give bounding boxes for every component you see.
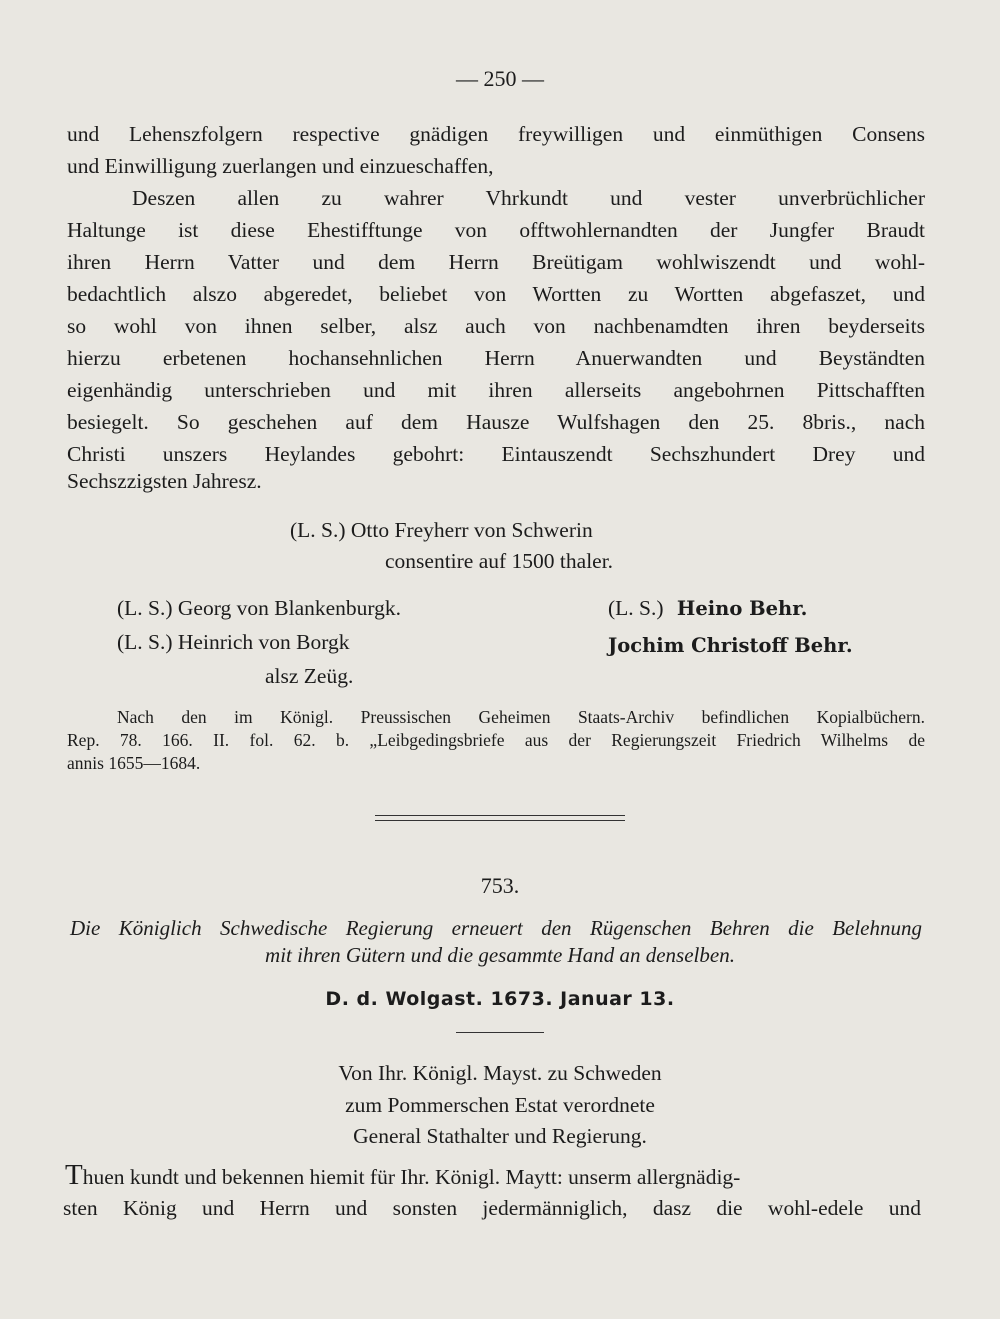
signature-heino bbox=[608, 596, 807, 621]
text-line: huen kundt und bekennen hiemit für Ihr. Königl. Maytt: unserm allergnädig- bbox=[82, 1165, 741, 1189]
text-line: Sechszzigsten Jahresz. bbox=[67, 469, 262, 493]
seal-mark: (L. S.) bbox=[608, 596, 664, 620]
signature-heinrich-note: alsz Zeüg. bbox=[265, 664, 354, 688]
signature-heinrich: (L. S.) Heinrich von Borgk bbox=[117, 630, 350, 654]
source-note-line: Nach den im Königl. Preussischen Geheimen Staats-Archiv befindlichen Kopialbüchern. bbox=[117, 707, 925, 727]
double-rule-bottom bbox=[375, 820, 625, 821]
body-first-line bbox=[65, 1160, 925, 1194]
signature-otto-note: consentire auf 1500 thaler. bbox=[385, 549, 614, 573]
text-line: bedachtlich alszo abgeredet, beliebet von Wortten zu Wortten abgefaszet, und bbox=[67, 282, 925, 306]
text-line: hierzu erbetenen hochansehnlichen Herrn Anuerwandten und Beyständten bbox=[67, 346, 925, 370]
text-line: Deszen allen zu wahrer Vhrkundt und vester unverbrüchlicher bbox=[132, 186, 925, 210]
signature-jochim: Jochim Christoff Behr. bbox=[608, 634, 853, 657]
document-number: 753. bbox=[480, 873, 520, 898]
source-note-line: annis 1655—1684. bbox=[67, 753, 201, 773]
address-line: zum Pommerschen Estat verordnete bbox=[345, 1093, 655, 1117]
text-line: ihren Herrn Vatter und dem Herrn Breütigam wohlwiszendt und wohl- bbox=[67, 250, 925, 274]
signature-georg: (L. S.) Georg von Blankenburgk. bbox=[117, 596, 402, 620]
double-rule-top bbox=[375, 815, 625, 816]
text-line: Haltunge ist diese Ehestifftunge von offtwohlernandten der Jungfer Braudt bbox=[67, 218, 925, 242]
signature-otto: (L. S.) Otto Freyherr von Schwerin bbox=[290, 518, 593, 542]
regest-line: Die Königlich Schwedische Regierung erneuert den Rügenschen Behren die Belehnung bbox=[70, 916, 922, 940]
text-line: und Lehenszfolgern respective gnädigen freywilligen und einmüthigen Consens bbox=[67, 122, 925, 146]
text-line: eigenhändig unterschrieben und mit ihren allerseits angebohrnen Pittschafften bbox=[67, 378, 925, 402]
source-note-line: Rep. 78. 166. II. fol. 62. b. „Leibgedingsbriefe aus der Regierungszeit Friedrich Wilhelms de bbox=[67, 730, 925, 750]
address-line: General Stathalter und Regierung. bbox=[353, 1124, 647, 1148]
dateline: D. d. Wolgast. 1673. Januar 13. bbox=[325, 988, 675, 1010]
regest-line: mit ihren Gütern und die gesammte Hand an denselben. bbox=[265, 943, 735, 967]
text-line: sten König und Herrn und sonsten jedermänniglich, dasz die wohl-edele und bbox=[63, 1196, 921, 1220]
short-rule bbox=[456, 1032, 544, 1033]
address-line: Von Ihr. Königl. Mayst. zu Schweden bbox=[338, 1061, 662, 1085]
initial-letter: T bbox=[65, 1159, 83, 1191]
text-line: so wohl von ihnen selber, alsz auch von nachbenamdten ihren beyderseits bbox=[67, 314, 925, 338]
text-line: und Einwilligung zuerlangen und einzueschaffen, bbox=[67, 154, 494, 178]
page-number: — 250 — bbox=[456, 66, 544, 91]
text-line: besiegelt. So geschehen auf dem Hausze Wulfshagen den 25. 8bris., nach bbox=[67, 410, 925, 434]
signature-heino-name: Heino Behr. bbox=[676, 597, 808, 620]
text-line: Christi unszers Heylandes gebohrt: Eintauszendt Sechszhundert Drey und bbox=[67, 442, 925, 466]
